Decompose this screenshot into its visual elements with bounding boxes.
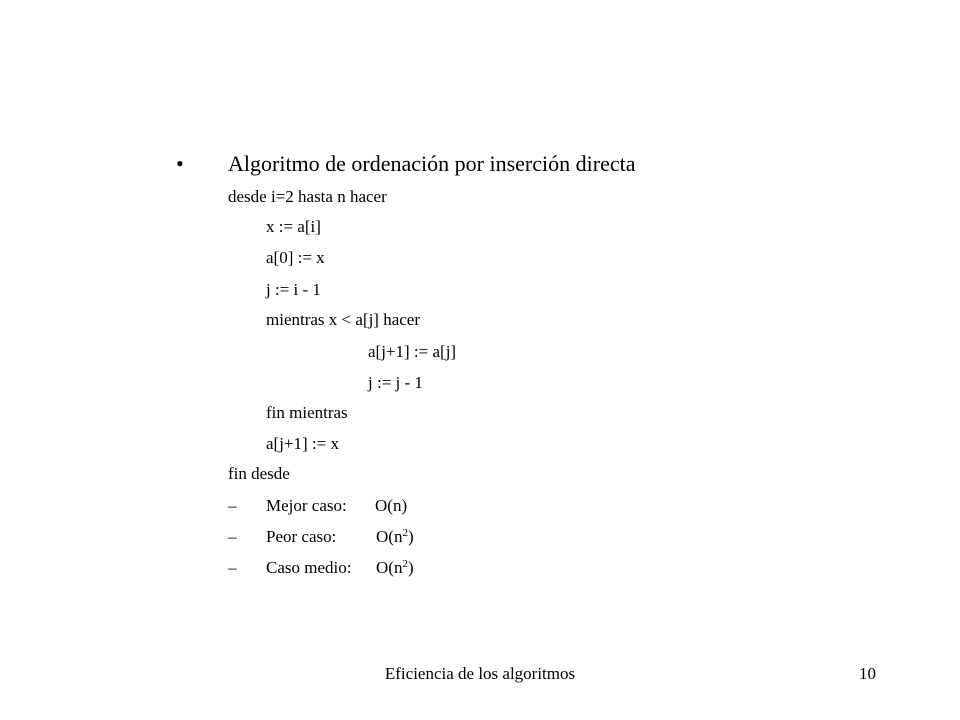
case-value-average xyxy=(376,557,414,579)
case-value-worst xyxy=(376,526,414,548)
case-label-best: Mejor caso: xyxy=(266,496,347,515)
exponent: 2 xyxy=(402,558,408,570)
complexity-suffix: ) xyxy=(407,527,414,546)
dash-marker: – xyxy=(228,496,237,515)
code-line: mientras x < a[j] hacer xyxy=(266,310,421,329)
exponent: 2 xyxy=(402,527,408,539)
code-line: fin mientras xyxy=(266,403,348,422)
case-value-best xyxy=(375,495,407,517)
complexity-text: O(n xyxy=(376,527,403,546)
code-line: j := j - 1 xyxy=(368,373,423,392)
bullet-point: • xyxy=(176,151,184,176)
code-line: a[0] := x xyxy=(266,248,325,267)
page-number: 10 xyxy=(859,664,876,683)
code-line: fin desde xyxy=(228,464,290,483)
complexity-text: O(n) xyxy=(375,496,408,515)
code-line: j := i - 1 xyxy=(266,280,321,299)
code-line: a[j+1] := a[j] xyxy=(368,342,457,361)
case-label-average: Caso medio: xyxy=(266,558,352,577)
complexity-suffix: ) xyxy=(407,558,414,577)
slide-heading: Algoritmo de ordenación por inserción directa xyxy=(228,151,636,176)
footer-title: Eficiencia de los algoritmos xyxy=(384,664,576,683)
complexity-text: O(n xyxy=(376,558,403,577)
code-line: a[j+1] := x xyxy=(266,434,339,453)
code-line: desde i=2 hasta n hacer xyxy=(228,187,387,206)
dash-marker: – xyxy=(228,558,237,577)
case-label-worst: Peor caso: xyxy=(266,527,337,546)
dash-marker: – xyxy=(228,527,237,546)
code-line: x := a[i] xyxy=(266,217,321,236)
